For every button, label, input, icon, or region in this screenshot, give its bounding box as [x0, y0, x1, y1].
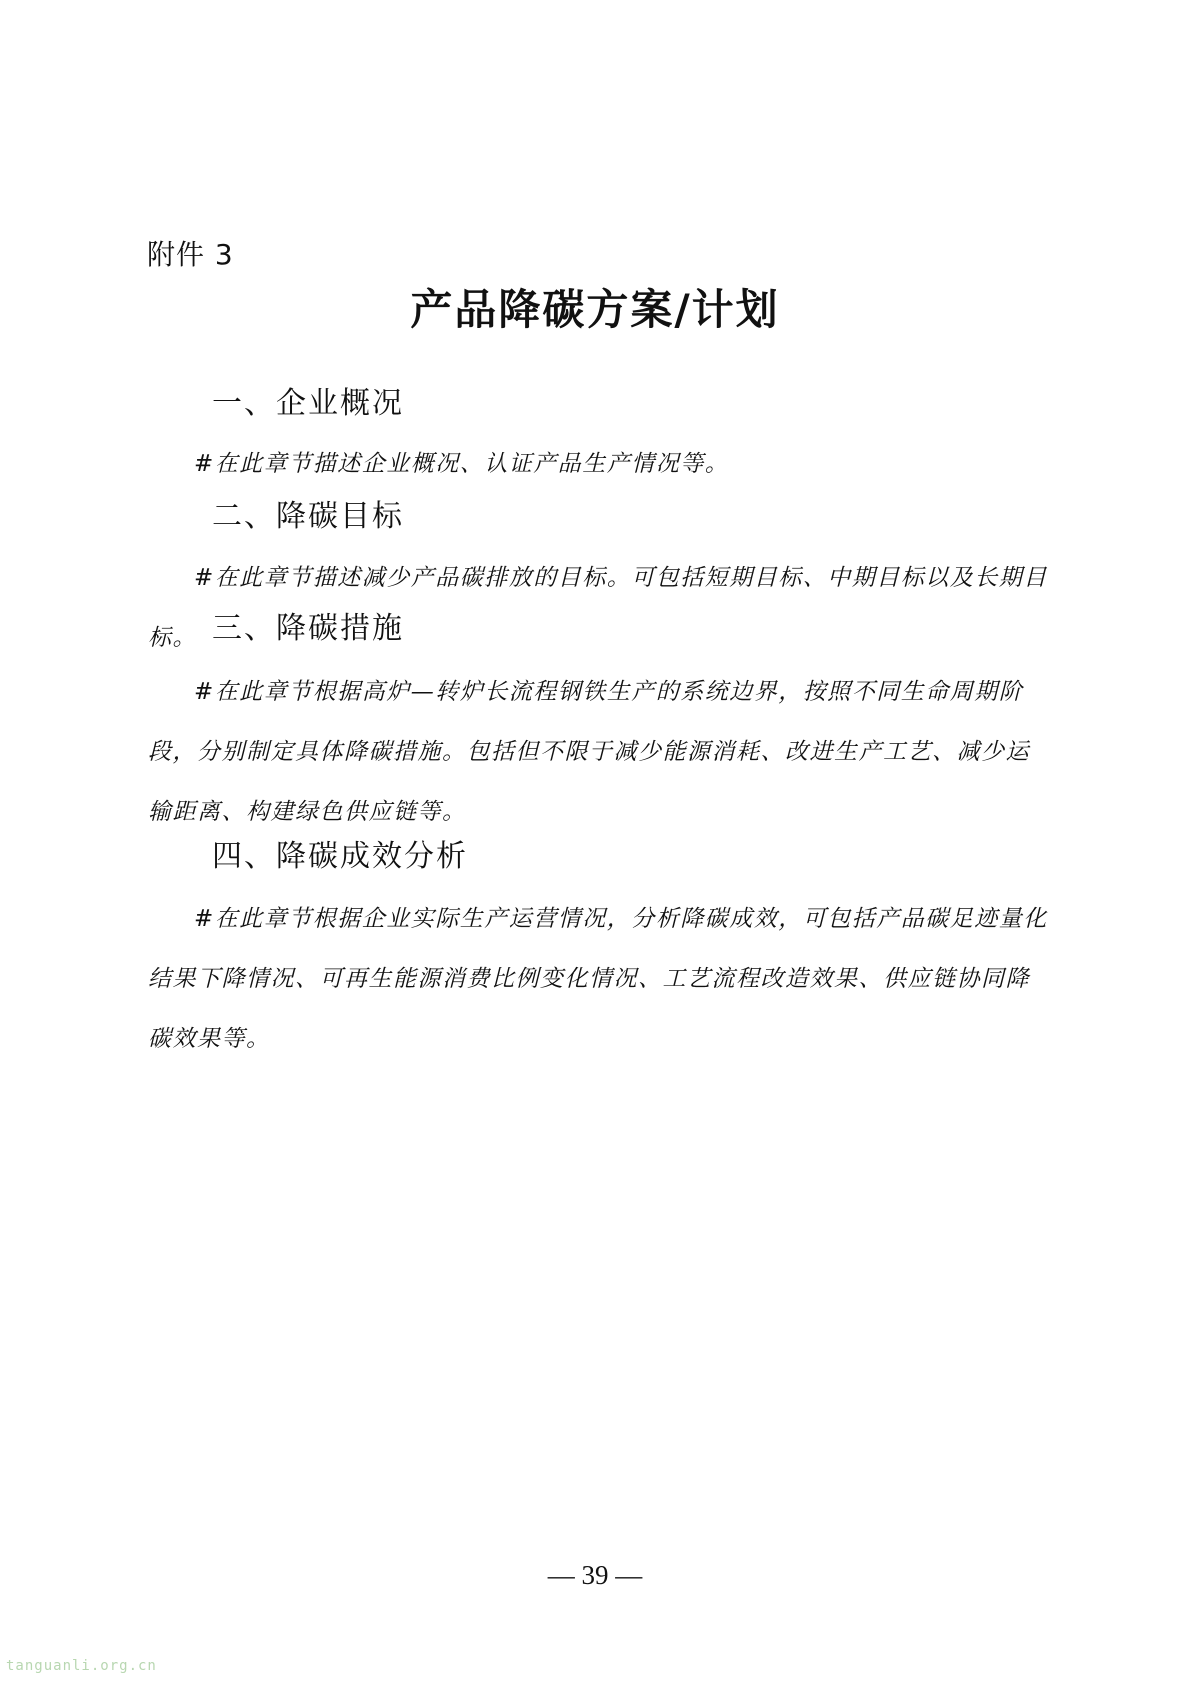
section-body: #在此章节根据企业实际生产运营情况，分析降碳成效，可包括产品碳足迹量化结果下降情况、可再生能源消费比例变化情况、工艺流程改造效果、供应链协同降碳效果等。	[148, 906, 1048, 1052]
section-body: #在此章节根据高炉—转炉长流程钢铁生产的系统边界，按照不同生命周期阶段，分别制定具体降碳措施。包括但不限于减少能源消耗、改进生产工艺、减少运输距离、构建绿色供应链等。	[148, 679, 1030, 825]
section-heading: 四、降碳成效分析	[212, 839, 468, 874]
page-number: — 39 —	[547, 1560, 643, 1590]
watermark: tanguanli.org.cn	[6, 1658, 157, 1674]
section-body: #在此章节描述企业概况、认证产品生产情况等。	[194, 451, 730, 477]
section-body: #在此章节描述减少产品碳排放的目标。可包括短期目标、中期目标以及长期目标。	[148, 565, 1048, 651]
page-title: 产品降碳方案/计划	[410, 285, 780, 334]
attachment-label: 附件 3	[147, 238, 234, 271]
section-heading: 一、企业概况	[212, 386, 404, 421]
section-heading: 三、降碳措施	[212, 611, 404, 646]
section-heading: 二、降碳目标	[212, 499, 404, 534]
